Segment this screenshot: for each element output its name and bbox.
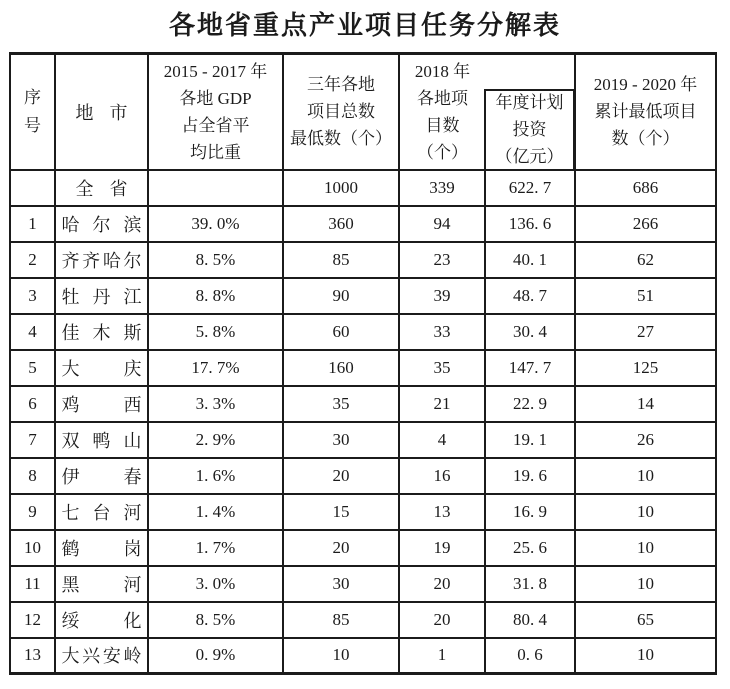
min-projects-2019-2020-cell: 51: [575, 278, 716, 314]
header-city: [55, 54, 148, 170]
task-breakdown-table: [9, 52, 717, 675]
investment-cell: 30. 4: [485, 314, 575, 350]
table-row: [10, 206, 716, 242]
investment-cell: 80. 4: [485, 602, 575, 638]
table-row: [10, 242, 716, 278]
header-2018-line: 目数: [425, 115, 460, 135]
projects-2018-cell: 35: [399, 350, 485, 386]
gdp-cell: 17. 7%: [148, 350, 283, 386]
gdp-cell: 1. 4%: [148, 494, 283, 530]
investment-cell: 40. 1: [485, 242, 575, 278]
serial-cell: 5: [10, 350, 55, 386]
investment-cell: 31. 8: [485, 566, 575, 602]
header-gdp-line: 各地 GDP: [179, 88, 252, 108]
table-row: [10, 170, 716, 206]
min-projects-2019-2020-cell: 10: [575, 530, 716, 566]
city-label: 鹤岗: [61, 538, 142, 559]
investment-cell: 147. 7: [485, 350, 575, 386]
projects-2018-cell: 19: [399, 530, 485, 566]
serial-cell: 9: [10, 494, 55, 530]
header-invest-line: （亿元）: [495, 147, 564, 167]
city-cell: [55, 170, 148, 206]
projects-2018-cell: 39: [399, 278, 485, 314]
investment-cell: 22. 9: [485, 386, 575, 422]
city-cell: [55, 530, 148, 566]
total-projects-cell: 85: [283, 242, 399, 278]
city-label: 大庆: [61, 358, 142, 379]
min-projects-2019-2020-cell: 27: [575, 314, 716, 350]
min-projects-2019-2020-cell: 62: [575, 242, 716, 278]
city-label: 全省: [75, 178, 128, 199]
table-row: [10, 494, 716, 530]
city-label: 黑河: [61, 574, 142, 595]
projects-2018-cell: 4: [399, 422, 485, 458]
total-projects-cell: 30: [283, 422, 399, 458]
header-serial: [10, 54, 55, 170]
city-cell: [55, 458, 148, 494]
projects-2018-cell: 1: [399, 638, 485, 674]
serial-cell: 8: [10, 458, 55, 494]
total-projects-cell: 15: [283, 494, 399, 530]
header-gdp-line: 2015 - 2017 年: [163, 61, 268, 81]
projects-2018-cell: 16: [399, 458, 485, 494]
investment-cell: 19. 6: [485, 458, 575, 494]
serial-cell: 7: [10, 422, 55, 458]
investment-cell: 0. 6: [485, 638, 575, 674]
serial-cell: 13: [10, 638, 55, 674]
header-gdp-line: 均比重: [190, 142, 241, 162]
min-projects-2019-2020-cell: 10: [575, 638, 716, 674]
table-row: [10, 314, 716, 350]
city-label: 伊春: [61, 466, 142, 487]
total-projects-cell: 60: [283, 314, 399, 350]
header-2019-line: 数（个）: [611, 129, 680, 149]
table-row: [10, 278, 716, 314]
total-projects-cell: 35: [283, 386, 399, 422]
city-label: 齐齐哈尔: [61, 250, 142, 271]
header-gdp-line: 占全省平: [181, 115, 250, 135]
gdp-cell: 8. 5%: [148, 602, 283, 638]
serial-cell: 11: [10, 566, 55, 602]
total-projects-cell: 20: [283, 530, 399, 566]
investment-cell: 136. 6: [485, 206, 575, 242]
city-label: 七台河: [61, 502, 142, 523]
header-invest-line: 年度计划: [495, 93, 564, 113]
total-projects-cell: 90: [283, 278, 399, 314]
gdp-cell: 1. 6%: [148, 458, 283, 494]
city-cell: [55, 422, 148, 458]
city-cell: [55, 242, 148, 278]
min-projects-2019-2020-cell: 266: [575, 206, 716, 242]
total-projects-cell: 1000: [283, 170, 399, 206]
projects-2018-cell: 339: [399, 170, 485, 206]
serial-cell: 2: [10, 242, 55, 278]
min-projects-2019-2020-cell: 65: [575, 602, 716, 638]
gdp-cell: 3. 3%: [148, 386, 283, 422]
projects-2018-cell: 20: [399, 602, 485, 638]
table-row: [10, 458, 716, 494]
projects-2018-cell: 13: [399, 494, 485, 530]
serial-cell: [10, 170, 55, 206]
city-label: 牡丹江: [61, 286, 142, 307]
city-label: 双鸭山: [61, 430, 142, 451]
header-city-label: 地市: [75, 102, 128, 123]
gdp-cell: 39. 0%: [148, 206, 283, 242]
header-2019-line: 2019 - 2020 年: [593, 75, 698, 95]
projects-2018-cell: 33: [399, 314, 485, 350]
gdp-cell: 0. 9%: [148, 638, 283, 674]
header-three-year-total: [283, 54, 399, 170]
total-projects-cell: 10: [283, 638, 399, 674]
city-label: 鸡西: [61, 394, 142, 415]
table-row: [10, 566, 716, 602]
projects-2018-cell: 94: [399, 206, 485, 242]
serial-cell: 4: [10, 314, 55, 350]
city-label: 哈尔滨: [61, 214, 142, 235]
header-three-year-line: 最低数（个）: [290, 129, 392, 149]
serial-cell: 3: [10, 278, 55, 314]
city-cell: [55, 314, 148, 350]
gdp-cell: 2. 9%: [148, 422, 283, 458]
gdp-cell: 3. 0%: [148, 566, 283, 602]
city-label: 绥化: [61, 610, 142, 631]
table-row: [10, 530, 716, 566]
table-row: [10, 422, 716, 458]
city-cell: [55, 386, 148, 422]
header-2019-line: 累计最低项目: [594, 102, 697, 122]
min-projects-2019-2020-cell: 10: [575, 494, 716, 530]
min-projects-2019-2020-cell: 14: [575, 386, 716, 422]
projects-2018-cell: 20: [399, 566, 485, 602]
city-label: 佳木斯: [61, 322, 142, 343]
city-cell: [55, 206, 148, 242]
header-three-year-line: 项目总数: [307, 102, 375, 122]
table-row: [10, 386, 716, 422]
header-2019-2020-min: [575, 54, 716, 170]
gdp-cell: [148, 170, 283, 206]
investment-cell: 622. 7: [485, 170, 575, 206]
header-gdp-share: [148, 54, 283, 170]
investment-cell: 25. 6: [485, 530, 575, 566]
serial-cell: 6: [10, 386, 55, 422]
page-title: 各地省重点产业项目任务分解表: [168, 11, 561, 40]
city-cell: [55, 350, 148, 386]
gdp-cell: 5. 8%: [148, 314, 283, 350]
header-2018-line: （个）: [417, 142, 468, 162]
header-row: [10, 54, 716, 170]
total-projects-cell: 30: [283, 566, 399, 602]
table-row: [10, 602, 716, 638]
header-2018-group: [399, 54, 575, 170]
header-2018-line: 2018 年: [414, 61, 471, 81]
total-projects-cell: 20: [283, 458, 399, 494]
header-serial-label: 序号: [24, 87, 41, 135]
city-cell: [55, 602, 148, 638]
gdp-cell: 8. 8%: [148, 278, 283, 314]
table-row: [10, 350, 716, 386]
projects-2018-cell: 21: [399, 386, 485, 422]
header-three-year-line: 三年各地: [307, 75, 375, 95]
serial-cell: 1: [10, 206, 55, 242]
header-invest-line: 投资: [512, 120, 547, 140]
min-projects-2019-2020-cell: 686: [575, 170, 716, 206]
header-2018-line: 各地项: [417, 88, 468, 108]
header-annual-investment-box: [484, 89, 575, 171]
serial-cell: 12: [10, 602, 55, 638]
serial-cell: 10: [10, 530, 55, 566]
city-cell: [55, 638, 148, 674]
city-cell: [55, 494, 148, 530]
total-projects-cell: 160: [283, 350, 399, 386]
table-row: [10, 638, 716, 674]
min-projects-2019-2020-cell: 10: [575, 458, 716, 494]
min-projects-2019-2020-cell: 26: [575, 422, 716, 458]
total-projects-cell: 85: [283, 602, 399, 638]
city-cell: [55, 566, 148, 602]
city-cell: [55, 278, 148, 314]
city-label: 大兴安岭: [61, 646, 142, 667]
gdp-cell: 8. 5%: [148, 242, 283, 278]
investment-cell: 19. 1: [485, 422, 575, 458]
investment-cell: 48. 7: [485, 278, 575, 314]
projects-2018-cell: 23: [399, 242, 485, 278]
investment-cell: 16. 9: [485, 494, 575, 530]
total-projects-cell: 360: [283, 206, 399, 242]
header-2018-projects: [400, 58, 485, 166]
gdp-cell: 1. 7%: [148, 530, 283, 566]
min-projects-2019-2020-cell: 10: [575, 566, 716, 602]
min-projects-2019-2020-cell: 125: [575, 350, 716, 386]
